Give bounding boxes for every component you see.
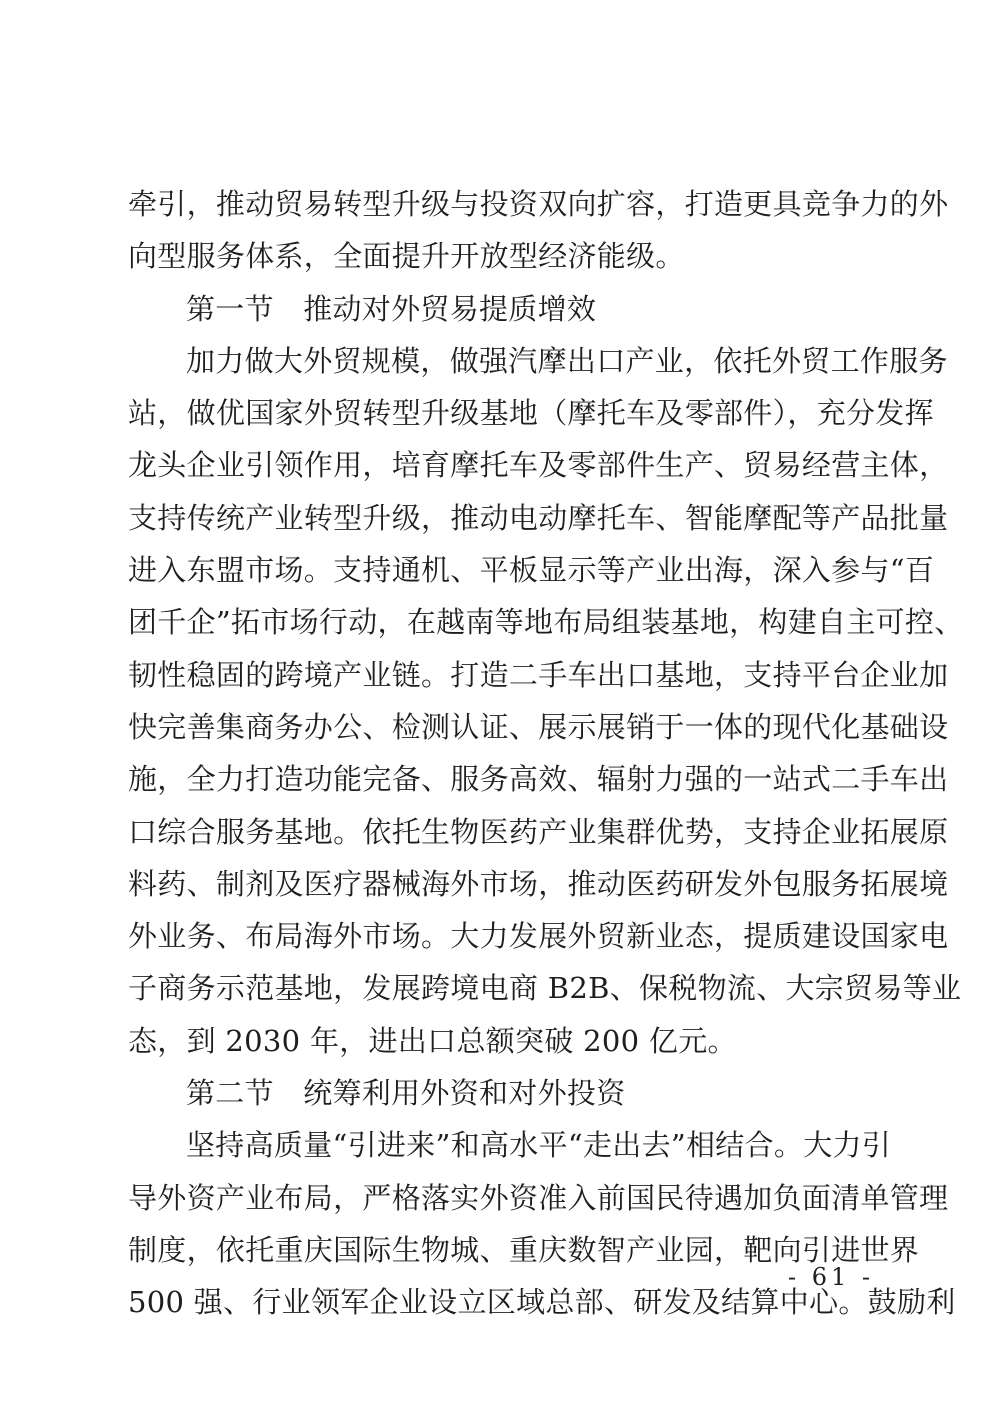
text-line: 施，全力打造功能完备、服务高效、辐射力强的一站式二手车出	[128, 762, 949, 797]
paragraph-start: 坚持高质量“引进来”和高水平“走出去”相结合。大力引	[186, 1128, 892, 1163]
paragraph-start: 加力做大外贸规模，做强汽摩出口产业，依托外贸工作服务	[186, 343, 948, 378]
text-line: 导外资产业布局，严格落实外资准入前国民待遇加负面清单管理	[128, 1180, 949, 1215]
text-line: 态，到 2030 年，进出口总额突破 200 亿元。	[128, 1023, 737, 1058]
section-heading-1: 第一节 推动对外贸易提质增效	[186, 291, 597, 326]
text-line: 龙头企业引领作用，培育摩托车及零部件生产、贸易经营主体，	[128, 448, 949, 483]
text-line: 韧性稳固的跨境产业链。打造二手车出口基地，支持平台企业加	[128, 657, 949, 692]
text-line: 制度，依托重庆国际生物城、重庆数智产业园，靶向引进世界	[128, 1232, 920, 1267]
text-line: 团千企”拓市场行动，在越南等地布局组装基地，构建自主可控、	[128, 605, 964, 640]
text-line: 快完善集商务办公、检测认证、展示展销于一体的现代化基础设	[128, 709, 949, 744]
text-line: 向型服务体系，全面提升开放型经济能级。	[128, 239, 685, 274]
text-line: 口综合服务基地。依托生物医药产业集群优势，支持企业拓展原	[128, 814, 949, 849]
page-number: - 61 -	[787, 1263, 874, 1291]
body-text	[128, 178, 964, 1329]
text-line: 子商务示范基地，发展跨境电商 B2B、保税物流、大宗贸易等业	[128, 971, 962, 1006]
text-line: 500 强、行业领军企业设立区域总部、研发及结算中心。鼓励利	[128, 1285, 956, 1320]
text-line: 支持传统产业转型升级，推动电动摩托车、智能摩配等产品批量	[128, 500, 949, 535]
text-line: 外业务、布局海外市场。大力发展外贸新业态，提质建设国家电	[128, 919, 949, 954]
text-line: 站，做优国家外贸转型升级基地（摩托车及零部件），充分发挥	[128, 396, 934, 431]
text-line: 料药、制剂及医疗器械海外市场，推动医药研发外包服务拓展境	[128, 866, 949, 901]
text-line: 牵引，推动贸易转型升级与投资双向扩容，打造更具竞争力的外	[128, 187, 949, 221]
text-line: 进入东盟市场。支持通机、平板显示等产业出海，深入参与“百	[128, 553, 935, 588]
section-heading-2: 第二节 统筹利用外资和对外投资	[186, 1076, 626, 1111]
